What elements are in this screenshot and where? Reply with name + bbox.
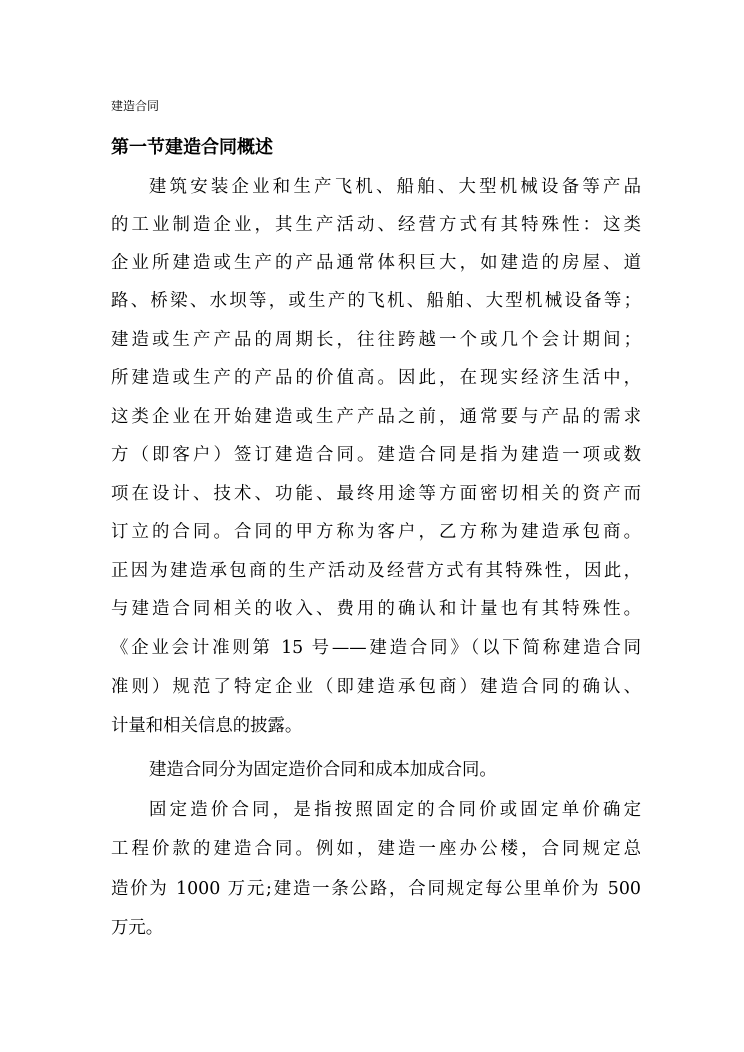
body-line: 正因为建造承包商的生产活动及经营方式有其特殊性，因此， — [111, 561, 641, 581]
body-line: 项在设计、技术、功能、最终用途等方面密切相关的资产而 — [111, 484, 641, 504]
body-line: 造价为 1000 万元;建造一条公路，合同规定每公里单价为 500 — [111, 879, 641, 899]
body-line: 万元。 — [111, 918, 164, 938]
body-line: 方（即客户）签订建造合同。建造合同是指为建造一项或数 — [111, 445, 641, 465]
body-line: 企业所建造或生产的产品通常体积巨大，如建造的房屋、道 — [111, 253, 641, 273]
body-line: 工程价款的建造合同。例如，建造一座办公楼，合同规定总 — [111, 839, 641, 859]
body-line: 订立的合同。合同的甲方称为客户，乙方称为建造承包商。 — [111, 522, 641, 542]
body-line: 《企业会计准则第 15 号——建造合同》（以下简称建造合同 — [111, 638, 641, 658]
body-line: 建造或生产产品的周期长，往往跨越一个或几个会计期间； — [111, 330, 641, 350]
section-title: 第一节建造合同概述 — [111, 137, 273, 158]
body-line: 计量和相关信息的披露。 — [111, 716, 303, 736]
body-line: 的工业制造企业，其生产活动、经营方式有其特殊性：这类 — [111, 215, 641, 235]
body-line: 建筑安装企业和生产飞机、船舶、大型机械设备等产品 — [149, 177, 641, 197]
body-line: 准则）规范了特定企业（即建造承包商）建造合同的确认、 — [111, 677, 641, 697]
running-header: 建造合同 — [111, 99, 160, 113]
body-line: 固定造价合同，是指按照固定的合同价或固定单价确定 — [149, 800, 641, 820]
body-line: 建造合同分为固定造价合同和成本加成合同。 — [149, 760, 497, 780]
body-line: 这类企业在开始建造或生产产品之前，通常要与产品的需求 — [111, 407, 641, 427]
body-line: 与建造合同相关的收入、费用的确认和计量也有其特殊性。 — [111, 599, 641, 619]
body-line: 路、桥梁、水坝等，或生产的飞机、船舶、大型机械设备等； — [111, 291, 641, 311]
body-line: 所建造或生产的产品的价值高。因此，在现实经济生活中， — [111, 368, 641, 388]
